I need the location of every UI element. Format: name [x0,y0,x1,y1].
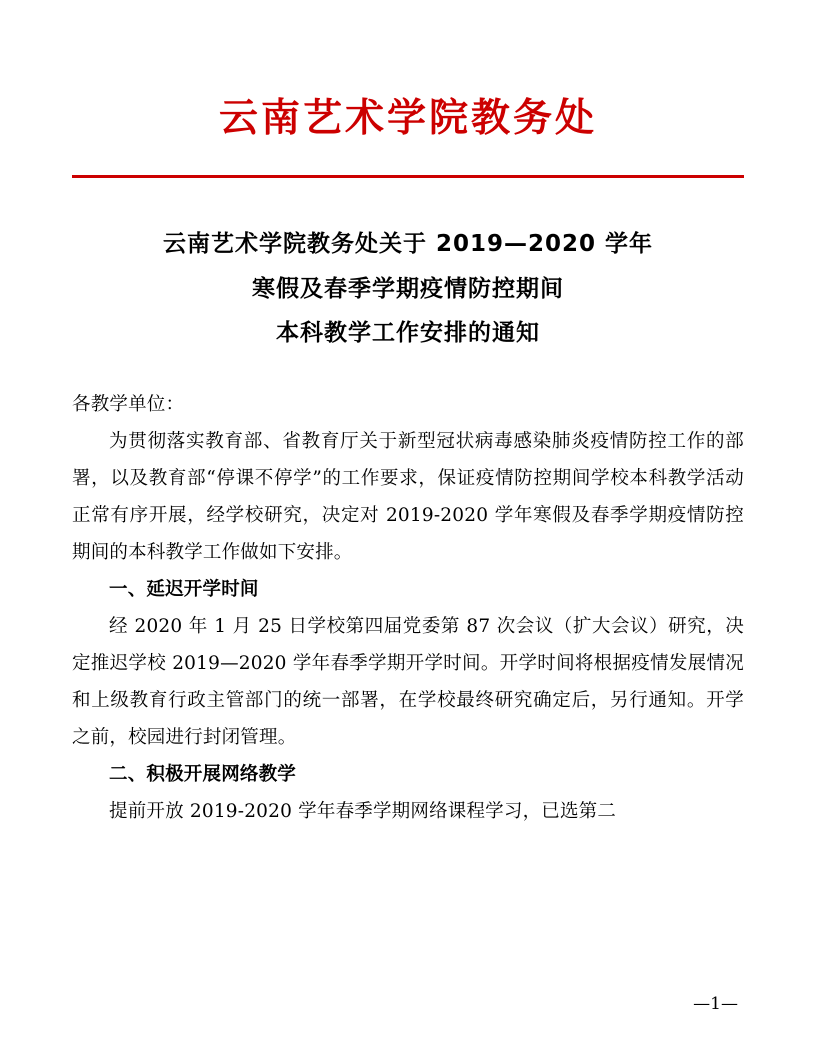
letterhead-organization: 云南艺术学院教务处 [218,96,597,141]
section-paragraph-1: 经 2020 年 1 月 25 日学校第四届党委第 87 次会议（扩大会议）研究，决定推迟学校 2019—2020 学年春季学期开学时间。开学时间将根据疫情发展情况和上级教育行政主管部门的统一部署，在学校最终研究确定后，另行通知。开学之前，校园进行封闭管理。 [72,616,744,749]
section-heading-1: 一、延迟开学时间 [109,579,259,601]
intro-paragraph: 为贯彻落实教育部、省教育厅关于新型冠状病毒感染肺炎疫情防控工作的部署，以及教育部“停课不停学”的工作要求，保证疫情防控期间学校本科教学活动正常有序开展，经学校研究，决定对 2019-2020 学年寒假及春季学期疫情防控期间的本科教学工作做如下安排。 [72,431,744,564]
section-heading-2: 二、积极开展网络教学 [109,764,297,786]
letterhead [72,0,744,178]
document-body [72,386,744,830]
document-title-line-2: 寒假及春季学期疫情防控期间 [252,275,564,302]
page-footer [0,994,816,1014]
document-title-line-3: 本科教学工作安排的通知 [276,320,540,347]
salutation: 各教学单位： [72,394,185,416]
document-title-line-1: 云南艺术学院教务处关于 2019—2020 学年 [162,230,654,257]
letterhead-divider [72,175,744,178]
page-number: —1— [693,994,738,1014]
section-paragraph-2: 提前开放 2019-2020 学年春季学期网络课程学习，已选第二 [109,801,617,823]
document-title [72,222,744,357]
